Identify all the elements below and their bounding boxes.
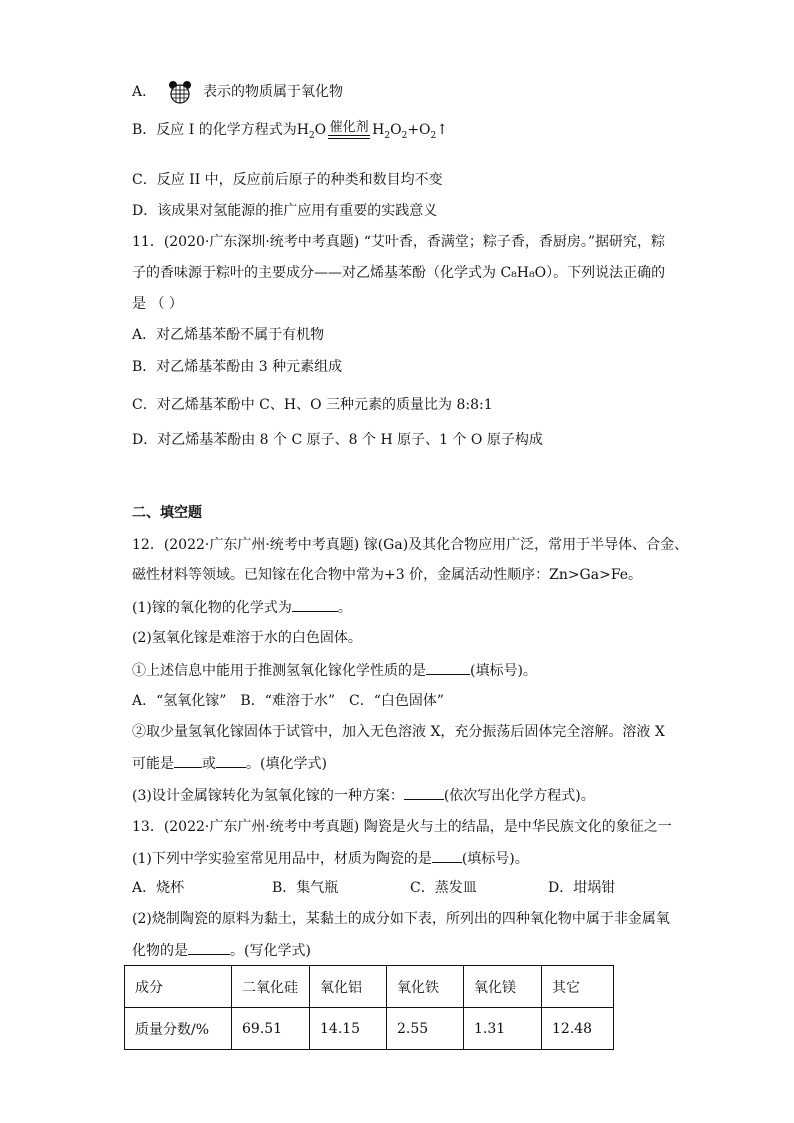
table-row: [125, 1008, 614, 1050]
q13-part2-line2: 化物的是 。(写化学式): [132, 940, 311, 961]
q12-part1: (1)镓的氧化物的化学式为 。: [132, 597, 352, 618]
q10-option-a: A． 表示的物质属于氧化物: [132, 80, 343, 104]
table-cell: 氧化镁: [464, 966, 542, 1008]
q11-option-d: D．对乙烯基苯酚由 8 个 C 原子、8 个 H 原子、1 个 O 原子构成: [132, 432, 543, 448]
answer-blank[interactable]: [174, 753, 202, 768]
table-cell: 成分: [125, 966, 232, 1008]
q11-stem-line1: 11．(2020·广东深圳·统考中考真题) “艾叶香，香满堂；粽子香，香厨房。”据研究，粽: [132, 234, 666, 250]
answer-blank[interactable]: [432, 848, 462, 863]
answer-blank[interactable]: [426, 660, 470, 675]
answer-blank[interactable]: [404, 785, 444, 800]
q11-stem-line3: 是 （ ）: [132, 296, 183, 312]
q10-option-b: B．反应 I 的化学方程式为$H_2O$ 催化剂 $H_2O_2+O_2↑$: [132, 120, 449, 141]
q10-option-d: D．该成果对氢能源的推广应用有重要的实践意义: [132, 203, 438, 219]
table-cell: 14.15: [310, 1008, 387, 1050]
table-cell: 二氧化硅: [232, 966, 310, 1008]
table-cell: 氧化铝: [310, 966, 387, 1008]
q13-option-b: B．集气瓶: [272, 880, 339, 896]
answer-blank[interactable]: [292, 597, 338, 612]
q11-stem-line2: 子的香味源于粽叶的主要成分——对乙烯基苯酚（化学式为 C₈H₈O）。下列说法正确的: [132, 265, 666, 281]
equation-products: $H_2O_2+O_2↑$: [372, 122, 449, 141]
molecule-model-icon: [167, 80, 193, 104]
q12-stem-line1: 12．(2022·广东广州·统考中考真题) 镓(Ga)及其化合物应用广泛，常用于半导体、合金、: [132, 537, 689, 553]
q13-part1: (1)下列中学实验室常见用品中，材质为陶瓷的是 (填标号)。: [132, 848, 529, 869]
q12-part2-2: ②取少量氢氧化镓固体于试管中，加入无色溶液 X，充分振荡后固体完全溶解。溶液 X: [132, 724, 665, 740]
q13-option-c: C．蒸发皿: [410, 880, 477, 896]
section-title: 二、填空题: [132, 505, 202, 521]
table-cell: 质量分数/%: [125, 1008, 232, 1050]
table-header-row: [125, 966, 614, 1008]
table-cell: 2.55: [387, 1008, 464, 1050]
q10-option-c: C．反应 II 中，反应前后原子的种类和数目均不变: [132, 172, 443, 188]
q12-part2-1-options: A．“氢氧化镓” B．“难溶于水” C．“白色固体”: [132, 693, 445, 709]
q12-part2: (2)氢氧化镓是难溶于水的白色固体。: [132, 630, 362, 646]
table-cell: 氧化铁: [387, 966, 464, 1008]
q12-stem-line2: 磁性材料等领域。已知镓在化合物中常为+3 价，金属活动性顺序：Zn>Ga>Fe。: [132, 567, 643, 583]
q12-part2-1: ①上述信息中能用于推测氢氧化镓化学性质的是 (填标号)。: [132, 660, 537, 681]
q13-option-a: A．烧杯: [132, 880, 185, 896]
table-cell: 其它: [542, 966, 614, 1008]
q13-stem: 13．(2022·广东广州·统考中考真题) 陶瓷是火与土的结晶，是中华民族文化的象征之一: [132, 819, 672, 835]
catalyst-arrow: 催化剂: [328, 121, 370, 139]
q11-option-b: B．对乙烯基苯酚由 3 种元素组成: [132, 359, 343, 375]
clay-composition-table: [124, 965, 614, 1050]
answer-blank[interactable]: [188, 940, 230, 955]
q12-part3: (3)设计金属镓转化为氢氧化镓的一种方案： (依次写出化学方程式)。: [132, 785, 595, 806]
q13-part2-line1: (2)烧制陶瓷的原料为黏土，某黏土的成分如下表，所列出的四种氧化物中属于非金属氧: [132, 911, 670, 927]
q11-option-c: C．对乙烯基苯酚中 C、H、O 三种元素的质量比为 8:8:1: [132, 397, 493, 413]
table-cell: 69.51: [232, 1008, 310, 1050]
q11-option-a: A．对乙烯基苯酚不属于有机物: [132, 327, 325, 343]
table-cell: 12.48: [542, 1008, 614, 1050]
q12-part2-2-answer: 可能是 或 。(填化学式): [132, 753, 327, 774]
answer-blank[interactable]: [216, 753, 246, 768]
equation: $H_2O$: [296, 122, 327, 141]
q13-option-d: D．坩埚钳: [548, 880, 616, 896]
table-cell: 1.31: [464, 1008, 542, 1050]
